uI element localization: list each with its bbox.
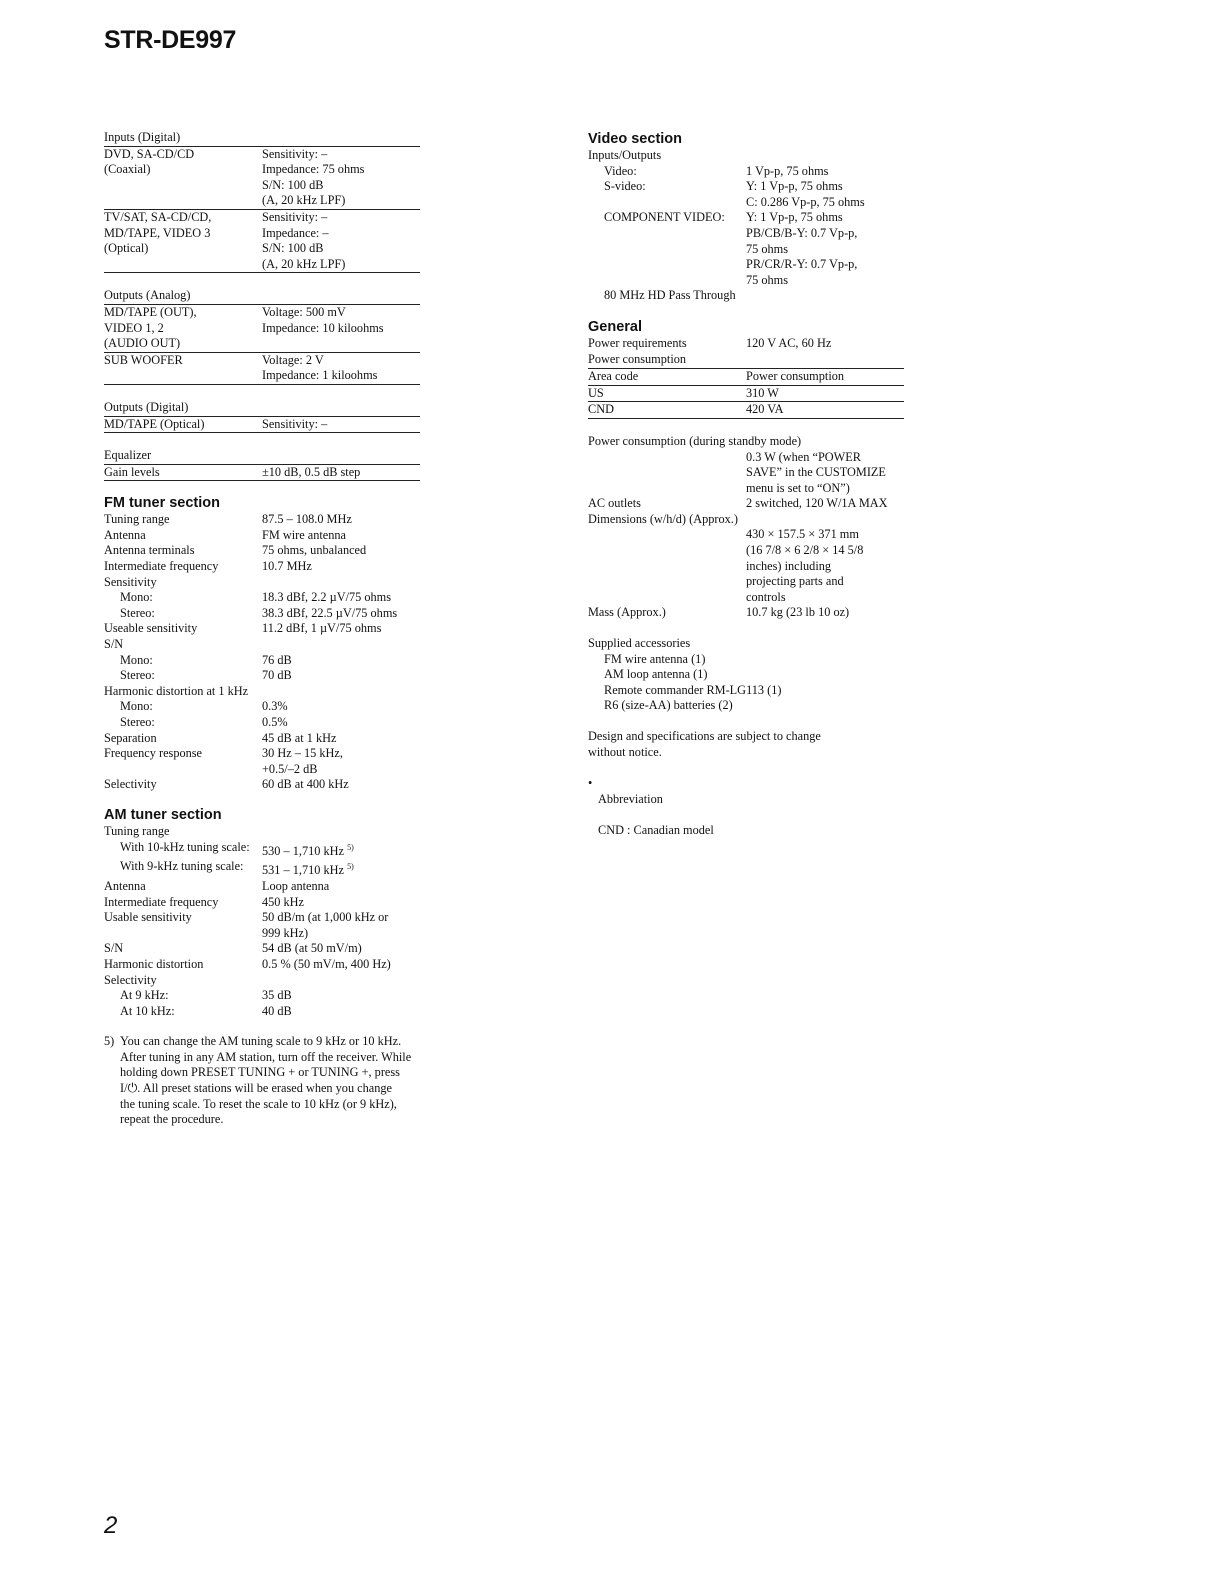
spec-label: AC outlets bbox=[588, 496, 641, 511]
spec-value: Y: 1 Vp-p, 75 ohms C: 0.286 Vp-p, 75 ohms bbox=[746, 179, 865, 209]
spec-label: DVD, SA-CD/CD (Coaxial) bbox=[104, 146, 195, 177]
spec-row bbox=[588, 179, 904, 210]
spec-label: Separation bbox=[104, 730, 157, 745]
page-title: STR-DE997 bbox=[104, 26, 237, 54]
spec-row bbox=[104, 621, 420, 637]
spec-label: Antenna bbox=[104, 878, 146, 893]
spec-label: Selectivity bbox=[104, 777, 157, 792]
spec-value: Sensitivity: – bbox=[262, 416, 328, 431]
spacer bbox=[588, 714, 904, 729]
spacer bbox=[588, 621, 904, 636]
table-cell: CND bbox=[588, 402, 614, 417]
right-column bbox=[588, 130, 904, 854]
table-cell: 420 VA bbox=[746, 402, 784, 417]
spec-label: Inputs/Outputs bbox=[588, 148, 662, 162]
spec-row bbox=[104, 1004, 420, 1020]
am-tuner-heading: AM tuner section bbox=[104, 806, 222, 823]
spec-row bbox=[104, 147, 420, 210]
spec-label: Power consumption bbox=[588, 351, 687, 366]
group-title: Equalizer bbox=[104, 448, 420, 465]
spec-label: Intermediate frequency bbox=[104, 894, 219, 909]
spec-label: With 9-kHz tuning scale: bbox=[120, 859, 244, 874]
spec-label: Tuning range bbox=[104, 823, 170, 838]
spec-value: 0.3 W (when “POWER SAVE” in the CUSTOMIZE menu is set to “ON”) bbox=[746, 449, 886, 495]
table-cell: 310 W bbox=[746, 385, 779, 400]
spec-row bbox=[104, 746, 420, 777]
spec-label: Sensitivity bbox=[104, 574, 157, 589]
spec-value: 1 Vp-p, 75 ohms bbox=[746, 163, 829, 178]
spec-label: S/N bbox=[104, 941, 124, 956]
spec-value: 60 dB at 400 kHz bbox=[262, 777, 349, 792]
table-header-cell: Power consumption bbox=[746, 369, 845, 384]
spec-value: 2 switched, 120 W/1A MAX bbox=[746, 496, 888, 511]
spec-label: Video: bbox=[604, 163, 637, 178]
spec-label: Usable sensitivity bbox=[104, 910, 192, 925]
footnote bbox=[104, 1034, 420, 1128]
table-cell: US bbox=[588, 385, 604, 400]
spec-label: Stereo: bbox=[120, 715, 155, 729]
spec-row bbox=[104, 668, 420, 684]
spec-row bbox=[104, 353, 420, 385]
spec-value: 10.7 MHz bbox=[262, 559, 312, 574]
group-title: Outputs (Analog) bbox=[104, 288, 420, 305]
spec-label: Selectivity bbox=[104, 972, 157, 987]
spec-value: 18.3 dBf, 2.2 µV/75 ohms bbox=[262, 590, 392, 605]
spacer bbox=[588, 419, 904, 434]
spec-label: Mass (Approx.) bbox=[588, 605, 666, 620]
spec-value: Voltage: 500 mV Impedance: 10 kiloohms bbox=[262, 304, 384, 335]
abbreviation-block bbox=[598, 776, 714, 854]
spec-label: MD/TAPE (OUT), VIDEO 1, 2 (AUDIO OUT) bbox=[104, 304, 197, 351]
spec-label: SUB WOOFER bbox=[104, 352, 183, 367]
abbreviation-text: CND : Canadian model bbox=[598, 822, 714, 837]
list-item: FM wire antenna (1) bbox=[604, 651, 706, 666]
spec-row bbox=[104, 528, 420, 544]
spec-value: 10.7 kg (23 lb 10 oz) bbox=[746, 605, 850, 620]
table-header-row bbox=[588, 369, 904, 386]
spec-label: COMPONENT VIDEO: bbox=[604, 210, 725, 225]
spec-row bbox=[104, 777, 420, 793]
spec-value: 40 dB bbox=[262, 1003, 292, 1018]
spec-value bbox=[262, 973, 420, 989]
spec-value: ±10 dB, 0.5 dB step bbox=[262, 464, 361, 479]
spec-value: 87.5 – 108.0 MHz bbox=[262, 512, 352, 527]
outputs-analog-group bbox=[104, 288, 420, 385]
spec-row bbox=[104, 910, 420, 941]
left-column bbox=[104, 130, 420, 1128]
spec-value: Sensitivity: – Impedance: – S/N: 100 dB (A, 20 kHz LPF) bbox=[262, 209, 346, 271]
value-text: 530 – 1,710 kHz bbox=[262, 843, 344, 858]
spec-value: 70 dB bbox=[262, 668, 292, 683]
spec-value: 120 V AC, 60 Hz bbox=[746, 335, 832, 350]
spec-row bbox=[104, 824, 420, 840]
spec-value: 76 dB bbox=[262, 652, 292, 667]
table-row bbox=[588, 402, 904, 419]
spec-label: Antenna terminals bbox=[104, 543, 195, 558]
spec-row bbox=[104, 512, 420, 528]
spec-row bbox=[104, 859, 420, 879]
table-header-cell: Area code bbox=[588, 369, 639, 384]
spec-label: MD/TAPE (Optical) bbox=[104, 416, 205, 431]
spec-row bbox=[104, 988, 420, 1004]
footnote-number: 5) bbox=[104, 1034, 115, 1049]
spec-label: TV/SAT, SA-CD/CD, MD/TAPE, VIDEO 3 (Optical) bbox=[104, 209, 212, 256]
accessories-label: Supplied accessories bbox=[588, 636, 691, 651]
spec-value: 50 dB/m (at 1,000 kHz or 999 kHz) bbox=[262, 910, 389, 940]
footnote-ref: 5) bbox=[347, 862, 354, 872]
spec-label: Gain levels bbox=[104, 464, 160, 479]
spec-value bbox=[262, 637, 420, 653]
spec-row bbox=[588, 496, 904, 512]
spec-row bbox=[104, 417, 420, 434]
spec-value: 35 dB bbox=[262, 988, 292, 1003]
spec-label: Power consumption (during standby mode) bbox=[588, 433, 802, 448]
spec-row bbox=[104, 559, 420, 575]
spec-value: Loop antenna bbox=[262, 878, 330, 893]
spec-row bbox=[104, 590, 420, 606]
spec-row bbox=[104, 731, 420, 747]
list-item: Remote commander RM-LG113 (1) bbox=[604, 682, 782, 697]
spec-row bbox=[104, 606, 420, 622]
spec-row bbox=[588, 164, 904, 180]
spec-label: Useable sensitivity bbox=[104, 621, 198, 636]
video-section-heading: Video section bbox=[588, 131, 683, 147]
abbreviation-note bbox=[588, 776, 904, 854]
spec-label: Antenna bbox=[104, 527, 146, 542]
spec-row bbox=[104, 210, 420, 273]
spec-label: At 10 kHz: bbox=[120, 1003, 175, 1018]
spec-row bbox=[104, 840, 420, 860]
spec-value: 54 dB (at 50 mV/m) bbox=[262, 941, 362, 956]
spec-row bbox=[104, 941, 420, 957]
spec-label: Stereo: bbox=[120, 668, 155, 683]
spec-row bbox=[104, 879, 420, 895]
group-title: Inputs (Digital) bbox=[104, 130, 420, 147]
spec-value: 450 kHz bbox=[262, 894, 305, 909]
spec-label: S/N bbox=[104, 637, 124, 652]
group-title: Outputs (Digital) bbox=[104, 400, 420, 417]
spec-label: Power requirements bbox=[588, 335, 687, 350]
spec-value: 0.5 % (50 mV/m, 400 Hz) bbox=[262, 956, 391, 971]
spec-row bbox=[104, 957, 420, 973]
spec-row bbox=[104, 637, 420, 653]
spec-label: S-video: bbox=[604, 179, 646, 194]
spec-row bbox=[104, 305, 420, 353]
spec-value: 430 × 157.5 × 371 mm (16 7/8 × 6 2/8 × 14 5/8 inches) including projecting parts and controls bbox=[746, 527, 864, 604]
spec-label: Mono: bbox=[120, 590, 153, 605]
spec-label: Stereo: bbox=[120, 605, 155, 620]
spec-row bbox=[104, 699, 420, 715]
bullet-icon: • bbox=[588, 776, 593, 791]
outputs-digital-group bbox=[104, 400, 420, 433]
spec-label: At 9 kHz: bbox=[120, 988, 169, 1003]
spec-value: 11.2 dBf, 1 µV/75 ohms bbox=[262, 621, 382, 636]
spec-label: Frequency response bbox=[104, 746, 203, 761]
footnote-text: You can change the AM tuning scale to 9 kHz or 10 kHz. After tuning in any AM station, turn off the receiver. While holding down PRESET TUNING + or TUNING +, press I/⏻. All preset stations will be erased when you change the tuning scale. To reset the scale to 10 kHz (or 9 kHz), repeat the procedure. bbox=[120, 1034, 412, 1127]
spec-row bbox=[588, 605, 904, 621]
spec-value: 30 Hz – 15 kHz, +0.5/–2 dB bbox=[262, 746, 343, 776]
list-item: R6 (size-AA) batteries (2) bbox=[604, 698, 733, 713]
spec-value: Y: 1 Vp-p, 75 ohms PB/CB/B-Y: 0.7 Vp-p, 75 ohms PR/CR/R-Y: 0.7 Vp-p, 75 ohms bbox=[746, 210, 858, 287]
general-section-heading: General bbox=[588, 318, 642, 335]
spec-label: Mono: bbox=[120, 699, 153, 714]
notice-text: Design and specifications are subject to change without notice. bbox=[588, 729, 821, 759]
fm-tuner-heading: FM tuner section bbox=[104, 495, 221, 512]
spec-value bbox=[262, 840, 420, 860]
abbreviation-title: Abbreviation bbox=[598, 791, 663, 806]
spec-value: 45 dB at 1 kHz bbox=[262, 730, 337, 745]
spec-row bbox=[104, 543, 420, 559]
spec-value: Sensitivity: – Impedance: 75 ohms S/N: 100 dB (A, 20 kHz LPF) bbox=[262, 146, 365, 208]
spec-value: FM wire antenna bbox=[262, 527, 347, 542]
spec-value bbox=[262, 575, 420, 591]
spec-value: 75 ohms, unbalanced bbox=[262, 543, 367, 558]
power-consumption-table bbox=[588, 368, 904, 419]
equalizer-group bbox=[104, 448, 420, 481]
spec-label: Intermediate frequency bbox=[104, 559, 219, 574]
value-text: 531 – 1,710 kHz bbox=[262, 863, 344, 878]
footnote-ref: 5) bbox=[347, 842, 354, 852]
table-row bbox=[588, 386, 904, 403]
spec-value: Voltage: 2 V Impedance: 1 kiloohms bbox=[262, 352, 378, 383]
spec-value: 0.5% bbox=[262, 715, 288, 729]
spec-value: 38.3 dBf, 22.5 µV/75 ohms bbox=[262, 605, 398, 620]
spec-row bbox=[104, 895, 420, 911]
spec-value bbox=[262, 859, 420, 879]
spec-row bbox=[588, 336, 904, 352]
spec-label: With 10-kHz tuning scale: bbox=[120, 839, 250, 854]
inputs-digital-group bbox=[104, 130, 420, 273]
spec-row bbox=[588, 210, 904, 288]
spec-label: Mono: bbox=[120, 652, 153, 667]
spec-row bbox=[104, 465, 420, 482]
list-item: AM loop antenna (1) bbox=[604, 667, 708, 682]
spec-label: 80 MHz HD Pass Through bbox=[604, 288, 736, 303]
spec-value bbox=[262, 824, 420, 840]
spec-label: Harmonic distortion at 1 kHz bbox=[104, 683, 249, 698]
spec-label: Tuning range bbox=[104, 512, 170, 527]
spec-label: Harmonic distortion bbox=[104, 956, 204, 971]
spec-label: Dimensions (w/h/d) (Approx.) bbox=[588, 511, 738, 526]
page-number: 2 bbox=[104, 1512, 118, 1539]
spec-row bbox=[104, 715, 420, 731]
spec-row bbox=[104, 973, 420, 989]
spec-row bbox=[104, 575, 420, 591]
spec-row bbox=[104, 653, 420, 669]
spec-value: 0.3% bbox=[262, 699, 288, 714]
